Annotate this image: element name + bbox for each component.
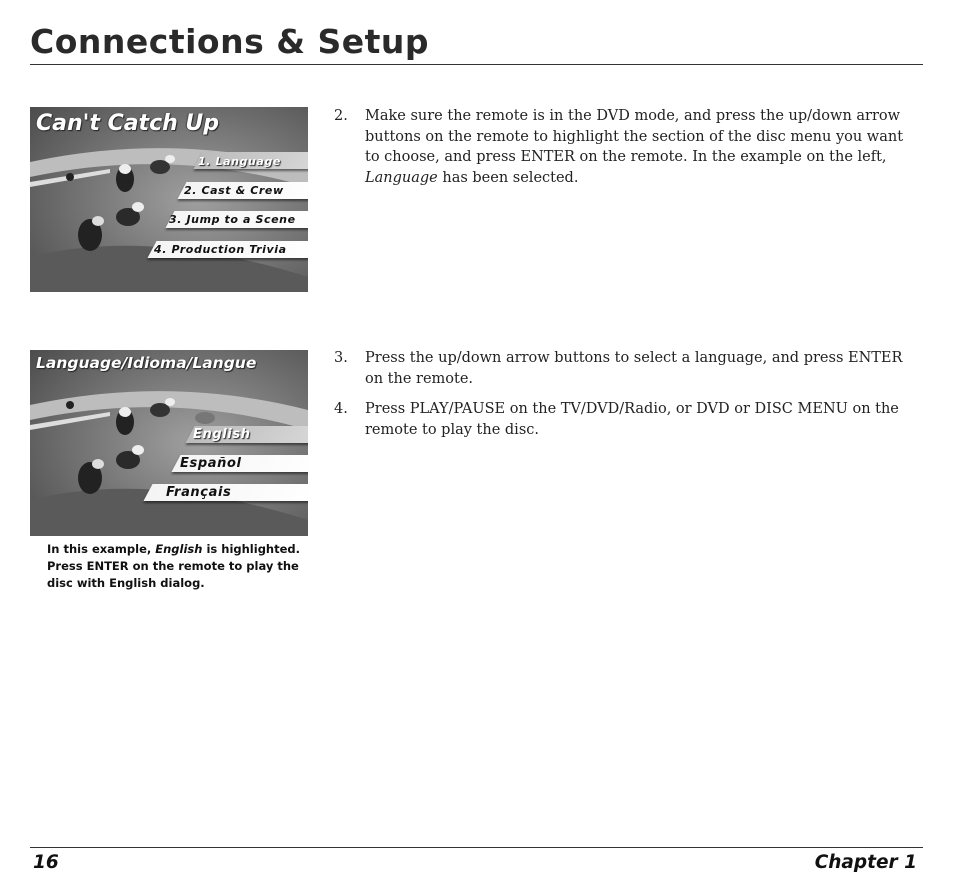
footer-rule bbox=[30, 847, 923, 848]
screen-title: Can't Catch Up bbox=[36, 111, 220, 136]
menu-item-espanol[interactable]: Español bbox=[180, 456, 242, 471]
instructions-step-2 bbox=[334, 106, 914, 198]
step-text-end: has been selected. bbox=[437, 169, 579, 186]
chapter-label: Chapter 1 bbox=[814, 852, 917, 873]
caption-text-end: is highlighted. Press ENTER on the remote to play the disc with English dialog. bbox=[47, 542, 301, 590]
step-text: Make sure the remote is in the DVD mode, and press the up/down arrow buttons on the remote to highlight the section of the disc menu you want to choose, and press ENTER on the remote. In the example on the left, bbox=[365, 108, 904, 165]
caption-emphasis: English bbox=[155, 542, 203, 556]
step-emphasis: Language bbox=[365, 169, 438, 186]
menu-item-english[interactable]: English bbox=[193, 427, 251, 442]
figure-caption bbox=[47, 541, 307, 592]
menu-item-jump-to-scene[interactable]: 3. Jump to a Scene bbox=[169, 213, 296, 226]
instructions-steps-3-4 bbox=[334, 348, 914, 450]
menu-item-production-trivia[interactable]: 4. Production Trivia bbox=[154, 243, 287, 256]
header-rule bbox=[30, 64, 923, 65]
step bbox=[334, 399, 914, 440]
language-menu-screenshot bbox=[30, 350, 308, 536]
step-number: 3. bbox=[334, 350, 348, 366]
step-text: Press PLAY/PAUSE on the TV/DVD/Radio, or DVD or DISC MENU on the remote to play the disc. bbox=[365, 401, 899, 438]
screen-title: Language/Idioma/Langue bbox=[36, 354, 257, 372]
step-number: 2. bbox=[334, 108, 348, 124]
page-title: Connections & Setup bbox=[30, 22, 430, 61]
disc-menu-screenshot bbox=[30, 107, 308, 292]
step-number: 4. bbox=[334, 401, 348, 417]
menu-item-cast-crew[interactable]: 2. Cast & Crew bbox=[184, 184, 284, 197]
race-track-image bbox=[30, 350, 308, 536]
step bbox=[334, 106, 914, 188]
menu-item-language[interactable]: 1. Language bbox=[198, 155, 281, 168]
menu-item-francais[interactable]: Français bbox=[166, 485, 232, 500]
step bbox=[334, 348, 914, 389]
caption-text: In this example, bbox=[47, 542, 156, 556]
page-number: 16 bbox=[33, 852, 59, 873]
step-text: Press the up/down arrow buttons to select a language, and press ENTER on the remote. bbox=[365, 350, 903, 387]
